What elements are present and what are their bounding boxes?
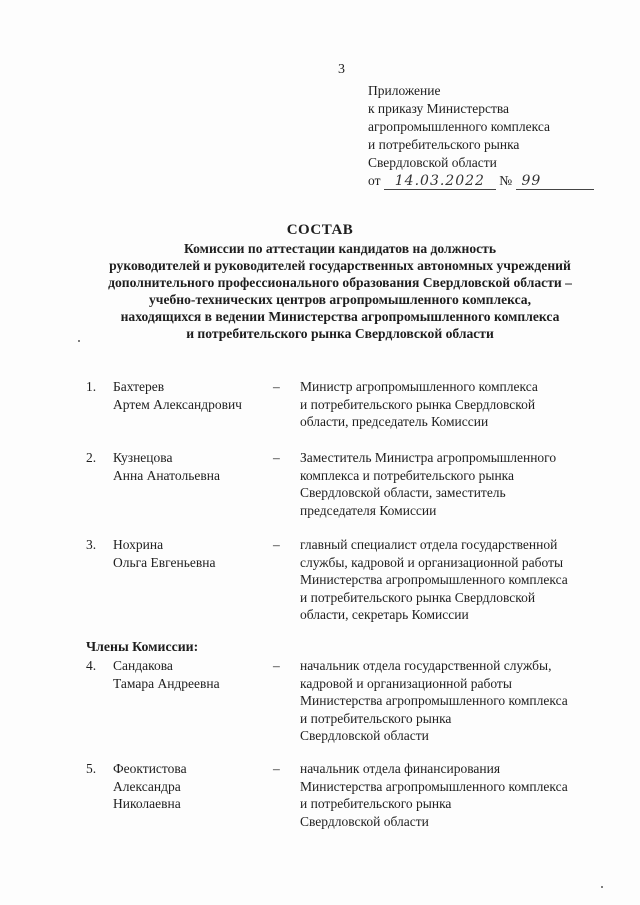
member-role-line: главный специалист отдела государственной: [300, 537, 558, 552]
subtitle-line: руководителей и руководителей государственных автономных учреждений: [109, 258, 571, 273]
member-role-line: Заместитель Министра агропромышленного: [300, 450, 557, 465]
appendix-line: Свердловской области: [368, 155, 497, 170]
member-number: 3.: [86, 537, 97, 552]
member-given-names: Ольга Евгеньевна: [113, 554, 216, 570]
member-role-line: Свердловской области: [300, 728, 429, 743]
member-role-line: и потребительского рынка Свердловской: [300, 589, 536, 605]
order-number-handwritten: 99: [521, 173, 542, 189]
member-given-names: Александра: [113, 778, 181, 794]
member-surname: Феоктистова: [113, 761, 187, 776]
member-role-line: и потребительского рынка: [300, 796, 452, 811]
member-dash: –: [273, 658, 280, 673]
document-title: СОСТАВ: [286, 222, 354, 238]
member-role-line: председателя Комиссии: [300, 502, 437, 518]
member-name: [113, 760, 187, 813]
member-role: [300, 449, 556, 519]
subtitle-line: и потребительского рынка Свердловской области: [186, 326, 494, 341]
number-prefix: №: [499, 173, 513, 188]
member-role-line: Свердловской области: [300, 813, 429, 829]
member-given-names: Артем Александрович: [113, 396, 242, 412]
member-name: [113, 378, 242, 413]
member-name: [113, 536, 215, 571]
member-role: [300, 378, 538, 431]
member-name: [113, 449, 220, 484]
document-subtitle: [60, 240, 620, 342]
members-section-label: Члены Комиссии:: [86, 639, 199, 654]
member-surname: Нохрина: [113, 537, 164, 552]
subtitle-line: учебно-технических центров агропромышленного комплекса,: [149, 292, 531, 307]
member-surname: Кузнецова: [113, 450, 173, 465]
order-date-number-line: [368, 172, 594, 190]
member-number: 2.: [86, 450, 97, 465]
member-role-line: кадровой и организационной работы: [300, 675, 512, 691]
appendix-block: [368, 82, 594, 190]
member-dash: –: [273, 761, 280, 776]
member-role-line: Министр агропромышленного комплекса: [300, 379, 538, 394]
appendix-line: Приложение: [368, 83, 441, 98]
member-dash: –: [273, 379, 280, 394]
member-role-line: области, секретарь Комиссии: [300, 607, 469, 622]
member-role-line: начальник отдела финансирования: [300, 761, 501, 776]
page-number: 3: [338, 62, 345, 77]
member-role-line: и потребительского рынка: [300, 710, 452, 726]
scan-speck: [601, 886, 603, 888]
subtitle-line: находящихся в ведении Министерства агропромышленного комплекса: [120, 309, 560, 324]
member-role: [300, 536, 568, 624]
appendix-line: агропромышленного комплекса: [368, 119, 550, 134]
member-name: [113, 657, 220, 692]
member-role-line: Министерства агропромышленного комплекса: [300, 693, 568, 708]
order-date-underline: [384, 173, 496, 190]
member-role-line: Министерства агропромышленного комплекса: [300, 778, 568, 794]
member-dash: –: [273, 450, 280, 465]
member-number: 4.: [86, 658, 97, 673]
order-date-handwritten: 14.03.2022: [394, 173, 485, 189]
subtitle-line: дополнительного профессионального образования Свердловской области –: [108, 275, 572, 290]
member-surname: Бахтерев: [113, 379, 165, 394]
member-role-line: службы, кадровой и организационной работы: [300, 554, 564, 570]
member-given-names: Николаевна: [113, 796, 181, 811]
appendix-line: к приказу Министерства: [368, 101, 510, 116]
member-surname: Сандакова: [113, 658, 173, 673]
member-role: [300, 657, 568, 745]
subtitle-line: Комиссии по аттестации кандидатов на должность: [183, 241, 497, 256]
member-given-names: Анна Анатольевна: [113, 467, 220, 483]
member-role-line: начальник отдела государственной службы,: [300, 658, 552, 673]
member-given-names: Тамара Андреевна: [113, 675, 220, 691]
member-role-line: комплекса и потребительского рынка: [300, 467, 515, 483]
member-role-line: и потребительского рынка Свердловской: [300, 396, 536, 412]
member-role-line: Министерства агропромышленного комплекса: [300, 572, 568, 587]
member-role-line: Свердловской области, заместитель: [300, 485, 506, 500]
scan-speck: [78, 340, 80, 342]
member-dash: –: [273, 537, 280, 552]
appendix-line: и потребительского рынка: [368, 137, 520, 152]
order-prefix: от: [368, 173, 381, 188]
member-number: 1.: [86, 379, 97, 394]
order-number-underline: [516, 173, 594, 190]
member-role: [300, 760, 568, 830]
member-role-line: области, председатель Комиссии: [300, 414, 489, 429]
member-number: 5.: [86, 761, 97, 776]
